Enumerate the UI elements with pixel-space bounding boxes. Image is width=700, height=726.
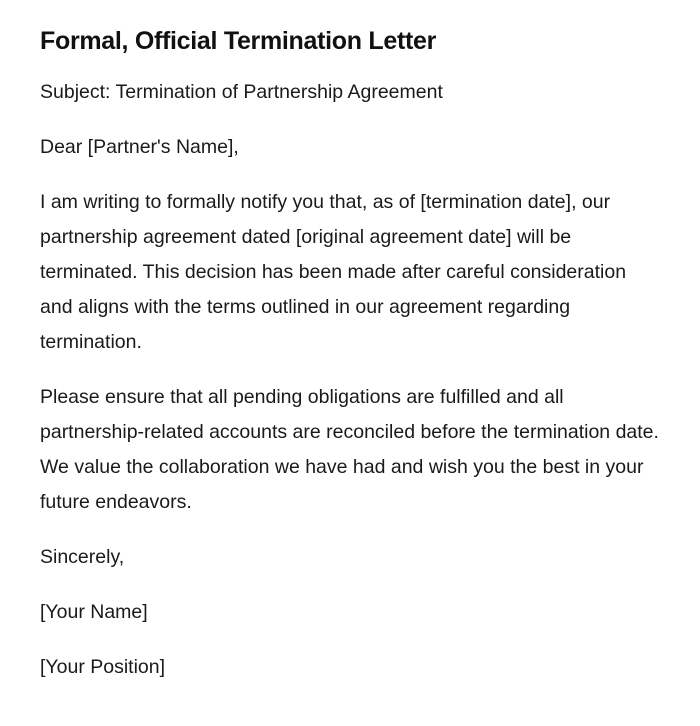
letter-greeting: Dear [Partner's Name], [40, 136, 239, 158]
letter-paragraph-1: I am writing to formally notify you that, as of [termination date], our partnership agreement dated [original agreement date] will be terminated. This decision has been made after careful consideration and aligns with the terms outlined in our agreement regarding termination. [40, 191, 627, 353]
signature-name: [Your Name] [40, 601, 148, 623]
letter-closing: Sincerely, [40, 546, 125, 568]
letter-title: Formal, Official Termination Letter [40, 27, 437, 55]
letter-paragraph-2: Please ensure that all pending obligations are fulfilled and all partnership-related accounts are reconciled before the termination date. We value the collaboration we have had and wish you the best in your future endeavors. [40, 386, 659, 513]
letter-subject: Subject: Termination of Partnership Agreement [40, 81, 443, 103]
signature-position: [Your Position] [40, 656, 166, 678]
